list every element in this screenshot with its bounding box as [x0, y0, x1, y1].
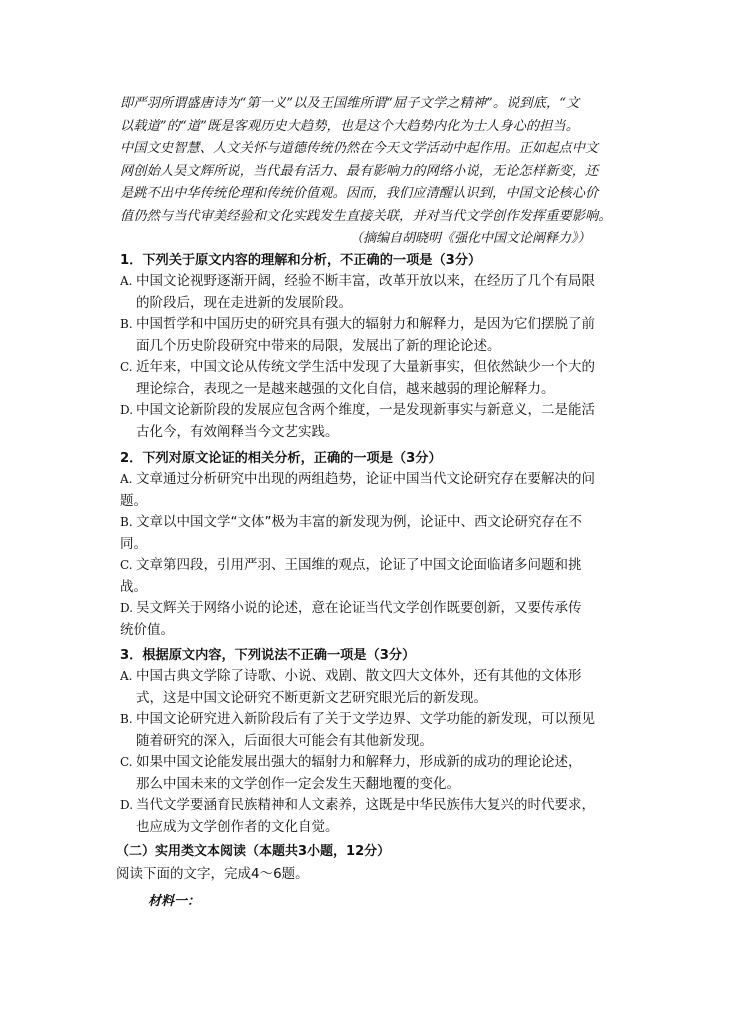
passage-line: 值仍然与当代审美经验和文化实践发生直接关联，并对当代文学创作发挥重要影响。	[120, 208, 612, 224]
question-3-option-c: C. 如果中国文论能发展出强大的辐射力和解释力，形成新的成功的理论论述， 那么中国未来的文学创作一定会发生天翻地覆的变化。	[120, 754, 582, 792]
question-3-option-d: D. 当代文学要涵育民族精神和人文素养，这既是中华民族伟大复兴的时代要求， 也应成为文学创作者的文化自觉。	[120, 797, 595, 835]
question-3-option-b: B. 中国文论研究进入新阶段后有了关于文学边界、文学功能的新发现，可以预见 随着研究的深入，后面很大可能会有其他新发现。	[120, 711, 595, 749]
question-1-option-b: B. 中国哲学和中国历史的研究具有强大的辐射力和解释力，是因为它们摆脱了前 面几个历史阶段研究中带来的局限，发展出了新的理论论述。	[120, 316, 595, 354]
question-2-stem: 2．下列对原文论证的相关分析，正确的一项是（3分）	[120, 451, 442, 466]
question-1-option-a: A. 中国文论视野逐渐开阔，经验不断丰富，改革开放以来，在经历了几个有局限 的阶段后，现在走进新的发展阶段。	[120, 273, 595, 311]
question-1-option-c: C. 近年来，中国文论从传统文学生活中发现了大量新事实，但依然缺少一个大的 理论综合，表现之一是越来越强的文化自信，越来越弱的理论解释力。	[120, 359, 595, 397]
section-heading: （二）实用类文本阅读（本题共3小题，12分）	[116, 844, 391, 859]
passage-line: 中国文史智慧、人文关怀与道德传统仍然在今天文学活动中起作用。正如起点中文	[120, 141, 599, 156]
question-3-stem: 3．根据原文内容，下列说法不正确一项是（3分）	[120, 648, 416, 663]
question-2-option-b: B. 文章以中国文学“文体”极为丰富的新发现为例，论证中、西文论研究存在不 同。	[120, 514, 582, 552]
passage-line: 是跳不出中华传统伦理和传统价值观。因而，我们应清醒认识到，中国文论核心价	[120, 186, 599, 201]
passage-line: 以载道”的“道”既是客观历史大趋势，也是这个大趋势内化为士人身心的担当。	[120, 118, 580, 134]
material-label: 材料一：	[148, 894, 201, 909]
passage-line: 即严羽所谓盛唐诗为“第一义”以及王国维所谓“屈子文学之精神”。说到底，“文	[120, 96, 580, 111]
section-instruction: 阅读下面的文字，完成4～6题。	[116, 866, 309, 882]
passage-line: 网创始人吴文辉所说，当代最有活力、最有影响力的网络小说，无论怎样新变，还	[120, 163, 599, 179]
question-1-option-d: D. 中国文论新阶段的发展应包含两个维度，一是发现新事实与新意义，二是能活 古化今，有效阐释当今文艺实践。	[120, 402, 595, 440]
question-3-option-a: A. 中国古典文学除了诗歌、小说、戏剧、散文四大文体外，还有其他的文体形 式，这是中国文论研究不断更新文艺研究眼光后的新发现。	[120, 668, 582, 706]
passage-paragraph	[120, 93, 630, 228]
question-1-stem: 1．下列关于原文内容的理解和分析，不正确的一项是（3分）	[120, 253, 482, 268]
question-2-option-d: D. 吴文辉关于网络小说的论述，意在论证当代文学创作既要创新，又要传承传 统价值。	[120, 600, 582, 638]
question-2-option-a: A. 文章通过分析研究中出现的两组趋势，论证中国当代文论研究存在要解决的问 题。	[120, 471, 595, 509]
passage-source: （摘编自胡晓明《强化中国文论阐释力》）	[350, 231, 591, 246]
question-2-option-c: C. 文章第四段，引用严羽、王国维的观点，论证了中国文论面临诸多问题和挑 战。	[120, 557, 582, 595]
